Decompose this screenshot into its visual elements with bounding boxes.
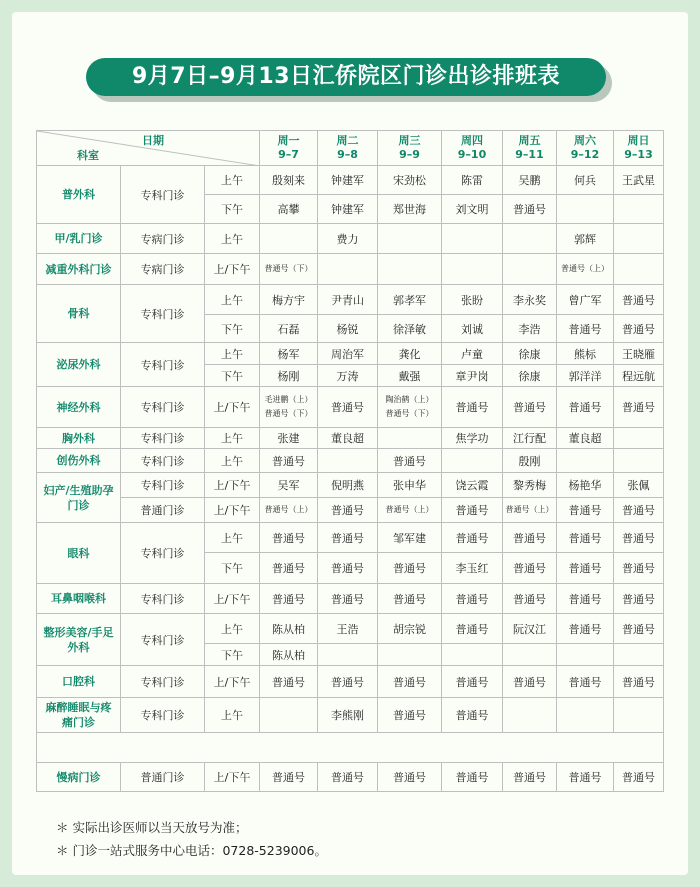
day-date: 9–9 <box>399 148 420 161</box>
doctor-cell: 普通号 <box>318 666 378 698</box>
period-cell: 上/下午 <box>205 584 260 614</box>
doctor-cell <box>378 644 442 666</box>
doctor-cell: 普通号 <box>442 523 503 553</box>
doctor-cell: 普通号 <box>503 553 557 584</box>
doctor-cell: 普通号（下） <box>260 254 318 285</box>
day-header <box>378 131 442 166</box>
doctor-cell <box>557 195 614 224</box>
doctor-cell: 梅方宇 <box>260 285 318 315</box>
doctor-cell: 普通号 <box>378 584 442 614</box>
doctor-cell <box>614 428 664 449</box>
doctor-cell: 普通号 <box>557 553 614 584</box>
note-line: ＊ 门诊一站式服务中心电话：0728-5239006。 <box>56 843 327 858</box>
day-date: 9–8 <box>337 148 358 161</box>
period-cell: 下午 <box>205 195 260 224</box>
department-cell: 神经外科 <box>37 387 121 428</box>
schedule-body <box>37 166 664 792</box>
table-row <box>37 763 664 792</box>
period-cell: 上午 <box>205 428 260 449</box>
department-cell: 泌尿外科 <box>37 343 121 387</box>
doctor-cell: 普通号 <box>378 763 442 792</box>
department-cell: 慢病门诊 <box>37 763 121 792</box>
doctor-cell <box>260 698 318 733</box>
doctor-cell <box>614 644 664 666</box>
doctor-cell: 普通号 <box>557 315 614 343</box>
doctor-cell: 李玉红 <box>442 553 503 584</box>
doctor-cell: 普通号 <box>318 498 378 523</box>
date-label: 日期 <box>142 134 165 147</box>
period-cell: 上/下午 <box>205 763 260 792</box>
period-cell: 下午 <box>205 553 260 584</box>
doctor-cell: 殷刻来 <box>260 166 318 195</box>
department-cell: 口腔科 <box>37 666 121 698</box>
period-cell: 下午 <box>205 644 260 666</box>
doctor-cell: 普通号 <box>614 614 664 644</box>
day-header <box>318 131 378 166</box>
doctor-cell <box>378 224 442 254</box>
table-row <box>37 584 664 614</box>
department-cell: 妇产/生殖助孕门诊 <box>37 473 121 523</box>
doctor-cell: 江行配 <box>503 428 557 449</box>
doctor-cell: 普通号 <box>557 666 614 698</box>
doctor-cell: 普通号 <box>503 666 557 698</box>
doctor-cell: 焦学功 <box>442 428 503 449</box>
period-cell: 上/下午 <box>205 473 260 498</box>
department-cell: 眼科 <box>37 523 121 584</box>
doctor-cell <box>557 449 614 473</box>
doctor-cell: 陶治鹤（上） 普通号（下） <box>378 387 442 428</box>
doctor-cell <box>614 195 664 224</box>
doctor-cell <box>318 644 378 666</box>
day-name: 周一 <box>277 134 300 147</box>
doctor-cell: 普通号 <box>260 523 318 553</box>
doctor-cell: 吴军 <box>260 473 318 498</box>
doctor-cell <box>442 224 503 254</box>
day-header <box>557 131 614 166</box>
blank-row-cell <box>37 733 664 763</box>
dept-label: 科室 <box>77 149 99 162</box>
doctor-cell: 郑世海 <box>378 195 442 224</box>
table-row <box>37 473 664 498</box>
table-row <box>37 666 664 698</box>
doctor-cell: 尹青山 <box>318 285 378 315</box>
clinic-type-cell: 专科门诊 <box>121 584 205 614</box>
department-cell: 整形美容/手足外科 <box>37 614 121 666</box>
doctor-cell: 普通号 <box>614 498 664 523</box>
doctor-cell: 普通号 <box>557 614 614 644</box>
doctor-cell: 普通号 <box>442 387 503 428</box>
doctor-cell: 普通号 <box>318 553 378 584</box>
period-cell: 上午 <box>205 343 260 365</box>
doctor-cell: 普通号 <box>318 584 378 614</box>
doctor-cell: 杨锐 <box>318 315 378 343</box>
doctor-cell <box>260 224 318 254</box>
doctor-cell: 陈从柏 <box>260 614 318 644</box>
day-header <box>503 131 557 166</box>
doctor-cell: 郭洋洋 <box>557 365 614 387</box>
clinic-type-cell: 专科门诊 <box>121 614 205 666</box>
doctor-cell: 普通号 <box>442 498 503 523</box>
period-cell: 上午 <box>205 614 260 644</box>
doctor-cell: 普通号 <box>378 449 442 473</box>
doctor-cell <box>503 224 557 254</box>
doctor-cell: 宋劲松 <box>378 166 442 195</box>
doctor-cell: 普通号 <box>260 449 318 473</box>
header-row <box>37 131 664 166</box>
clinic-type-cell: 普通门诊 <box>121 763 205 792</box>
doctor-cell <box>503 698 557 733</box>
table-row <box>37 428 664 449</box>
period-cell: 上午 <box>205 224 260 254</box>
doctor-cell: 刘文明 <box>442 195 503 224</box>
doctor-cell: 邹军建 <box>378 523 442 553</box>
doctor-cell: 费力 <box>318 224 378 254</box>
department-cell: 耳鼻咽喉科 <box>37 584 121 614</box>
doctor-cell: 张佩 <box>614 473 664 498</box>
day-date: 9–7 <box>278 148 299 161</box>
doctor-cell: 李熊刚 <box>318 698 378 733</box>
doctor-cell: 殷刚 <box>503 449 557 473</box>
doctor-cell: 普通号 <box>614 387 664 428</box>
table-row <box>37 343 664 365</box>
department-cell: 普外科 <box>37 166 121 224</box>
doctor-cell <box>614 449 664 473</box>
doctor-cell: 普通号 <box>614 315 664 343</box>
period-cell: 上/下午 <box>205 498 260 523</box>
doctor-cell: 饶云霞 <box>442 473 503 498</box>
doctor-cell: 黎秀梅 <box>503 473 557 498</box>
period-cell: 上/下午 <box>205 254 260 285</box>
clinic-type-cell: 专病门诊 <box>121 224 205 254</box>
doctor-cell: 倪明燕 <box>318 473 378 498</box>
period-cell: 下午 <box>205 315 260 343</box>
table-row <box>37 285 664 315</box>
period-cell: 上午 <box>205 449 260 473</box>
doctor-cell: 胡宗锐 <box>378 614 442 644</box>
day-name: 周三 <box>398 134 421 147</box>
doctor-cell <box>557 644 614 666</box>
department-cell: 骨科 <box>37 285 121 343</box>
period-cell: 上午 <box>205 166 260 195</box>
table-row <box>37 733 664 763</box>
clinic-type-cell: 专病门诊 <box>121 254 205 285</box>
day-name: 周二 <box>336 134 359 147</box>
doctor-cell <box>614 224 664 254</box>
doctor-cell: 戴强 <box>378 365 442 387</box>
period-cell: 下午 <box>205 365 260 387</box>
doctor-cell <box>378 254 442 285</box>
doctor-cell: 普通号 <box>442 698 503 733</box>
table-row <box>37 614 664 644</box>
doctor-cell: 普通号 <box>318 387 378 428</box>
day-date: 9–10 <box>457 148 487 161</box>
doctor-cell: 普通号 <box>318 763 378 792</box>
doctor-cell: 卢童 <box>442 343 503 365</box>
clinic-type-cell: 专科门诊 <box>121 473 205 498</box>
doctor-cell: 徐泽敏 <box>378 315 442 343</box>
doctor-cell: 杨军 <box>260 343 318 365</box>
page-title: 9月7日–9月13日汇侨院区门诊出诊排班表 <box>86 58 606 96</box>
doctor-cell: 万涛 <box>318 365 378 387</box>
clinic-type-cell: 专科门诊 <box>121 523 205 584</box>
department-cell: 胸外科 <box>37 428 121 449</box>
clinic-type-cell: 专科门诊 <box>121 666 205 698</box>
doctor-cell: 普通号 <box>557 498 614 523</box>
department-cell: 创伤外科 <box>37 449 121 473</box>
doctor-cell: 普通号 <box>503 763 557 792</box>
doctor-cell <box>442 449 503 473</box>
doctor-cell: 普通号 <box>378 553 442 584</box>
note-line: ＊ 实际出诊医师以当天放号为准； <box>56 820 248 835</box>
doctor-cell: 普通号 <box>442 614 503 644</box>
doctor-cell: 董良超 <box>318 428 378 449</box>
doctor-cell: 普通号 <box>557 387 614 428</box>
period-cell: 上/下午 <box>205 666 260 698</box>
doctor-cell: 曾广军 <box>557 285 614 315</box>
doctor-cell <box>442 254 503 285</box>
doctor-cell: 王浩 <box>318 614 378 644</box>
doctor-cell: 普通号 <box>378 666 442 698</box>
doctor-cell: 普通号 <box>614 666 664 698</box>
doctor-cell <box>442 644 503 666</box>
day-name: 周四 <box>461 134 484 147</box>
doctor-cell: 普通号 <box>557 523 614 553</box>
title-banner <box>0 0 700 110</box>
period-cell: 上午 <box>205 523 260 553</box>
doctor-cell: 普通号 <box>260 584 318 614</box>
doctor-cell: 普通号 <box>557 763 614 792</box>
doctor-cell: 熊标 <box>557 343 614 365</box>
period-cell: 上/下午 <box>205 387 260 428</box>
doctor-cell: 普通号（上） <box>503 498 557 523</box>
table-row <box>37 224 664 254</box>
doctor-cell: 普通号 <box>614 763 664 792</box>
day-date: 9–11 <box>515 148 544 161</box>
doctor-cell: 毛进鹏（上） 普通号（下） <box>260 387 318 428</box>
day-name: 周日 <box>627 134 650 147</box>
table-row <box>37 166 664 195</box>
doctor-cell: 王武星 <box>614 166 664 195</box>
doctor-cell: 董良超 <box>557 428 614 449</box>
doctor-cell: 普通号 <box>503 387 557 428</box>
department-cell: 甲/乳门诊 <box>37 224 121 254</box>
table-row <box>37 523 664 553</box>
day-date: 9–12 <box>570 148 600 161</box>
department-cell: 麻醉睡眠与疼痛门诊 <box>37 698 121 733</box>
doctor-cell: 程远航 <box>614 365 664 387</box>
doctor-cell: 杨艳华 <box>557 473 614 498</box>
clinic-type-cell: 专科门诊 <box>121 166 205 224</box>
doctor-cell: 普通号 <box>503 523 557 553</box>
doctor-cell: 周治军 <box>318 343 378 365</box>
period-cell: 上午 <box>205 698 260 733</box>
doctor-cell: 章尹岗 <box>442 365 503 387</box>
doctor-cell: 普通号 <box>614 285 664 315</box>
doctor-cell: 普通号 <box>442 763 503 792</box>
doctor-cell: 普通号（上） <box>378 498 442 523</box>
doctor-cell: 郭孝军 <box>378 285 442 315</box>
doctor-cell <box>318 254 378 285</box>
doctor-cell: 普通号 <box>260 666 318 698</box>
header-corner-cell <box>37 131 260 166</box>
doctor-cell: 钟建军 <box>318 195 378 224</box>
doctor-cell: 普通号 <box>503 195 557 224</box>
doctor-cell: 阮汉江 <box>503 614 557 644</box>
doctor-cell: 陈雷 <box>442 166 503 195</box>
doctor-cell: 郭辉 <box>557 224 614 254</box>
table-row <box>37 254 664 285</box>
clinic-type-cell: 专科门诊 <box>121 343 205 387</box>
doctor-cell: 龚化 <box>378 343 442 365</box>
day-header <box>260 131 318 166</box>
day-header <box>614 131 664 166</box>
period-cell: 上午 <box>205 285 260 315</box>
doctor-cell: 李永奖 <box>503 285 557 315</box>
doctor-cell <box>503 644 557 666</box>
doctor-cell: 普通号 <box>503 584 557 614</box>
doctor-cell: 普通号 <box>557 584 614 614</box>
doctor-cell: 钟建军 <box>318 166 378 195</box>
notes <box>56 816 327 862</box>
clinic-type-cell: 专科门诊 <box>121 698 205 733</box>
doctor-cell: 徐康 <box>503 365 557 387</box>
department-cell: 减重外科门诊 <box>37 254 121 285</box>
clinic-type-cell: 专科门诊 <box>121 428 205 449</box>
doctor-cell <box>614 698 664 733</box>
doctor-cell <box>614 254 664 285</box>
clinic-type-cell: 专科门诊 <box>121 449 205 473</box>
doctor-cell: 王晓雁 <box>614 343 664 365</box>
doctor-cell <box>318 449 378 473</box>
day-name: 周六 <box>574 134 597 147</box>
schedule-table <box>36 130 664 792</box>
doctor-cell: 陈从柏 <box>260 644 318 666</box>
doctor-cell: 普通号（上） <box>557 254 614 285</box>
doctor-cell: 刘诚 <box>442 315 503 343</box>
clinic-type-cell: 普通门诊 <box>121 498 205 523</box>
doctor-cell: 石磊 <box>260 315 318 343</box>
doctor-cell: 高攀 <box>260 195 318 224</box>
doctor-cell: 普通号 <box>614 523 664 553</box>
doctor-cell: 普通号 <box>318 523 378 553</box>
clinic-type-cell: 专科门诊 <box>121 387 205 428</box>
doctor-cell: 杨刚 <box>260 365 318 387</box>
doctor-cell <box>503 254 557 285</box>
doctor-cell <box>378 428 442 449</box>
day-date: 9–13 <box>624 148 653 161</box>
doctor-cell: 张申华 <box>378 473 442 498</box>
day-name: 周五 <box>518 134 541 147</box>
doctor-cell: 张盼 <box>442 285 503 315</box>
doctor-cell <box>557 698 614 733</box>
doctor-cell: 普通号 <box>614 553 664 584</box>
table-row <box>37 387 664 428</box>
doctor-cell: 吴鹏 <box>503 166 557 195</box>
doctor-cell: 普通号 <box>260 763 318 792</box>
table-row <box>37 449 664 473</box>
doctor-cell: 张建 <box>260 428 318 449</box>
clinic-type-cell: 专科门诊 <box>121 285 205 343</box>
doctor-cell: 徐康 <box>503 343 557 365</box>
doctor-cell: 普通号 <box>378 698 442 733</box>
doctor-cell: 普通号 <box>442 584 503 614</box>
doctor-cell: 李浩 <box>503 315 557 343</box>
table-row <box>37 698 664 733</box>
doctor-cell: 何兵 <box>557 166 614 195</box>
doctor-cell: 普通号（上） <box>260 498 318 523</box>
doctor-cell: 普通号 <box>260 553 318 584</box>
day-header <box>442 131 503 166</box>
table-row <box>37 498 664 523</box>
doctor-cell: 普通号 <box>614 584 664 614</box>
doctor-cell: 普通号 <box>442 666 503 698</box>
